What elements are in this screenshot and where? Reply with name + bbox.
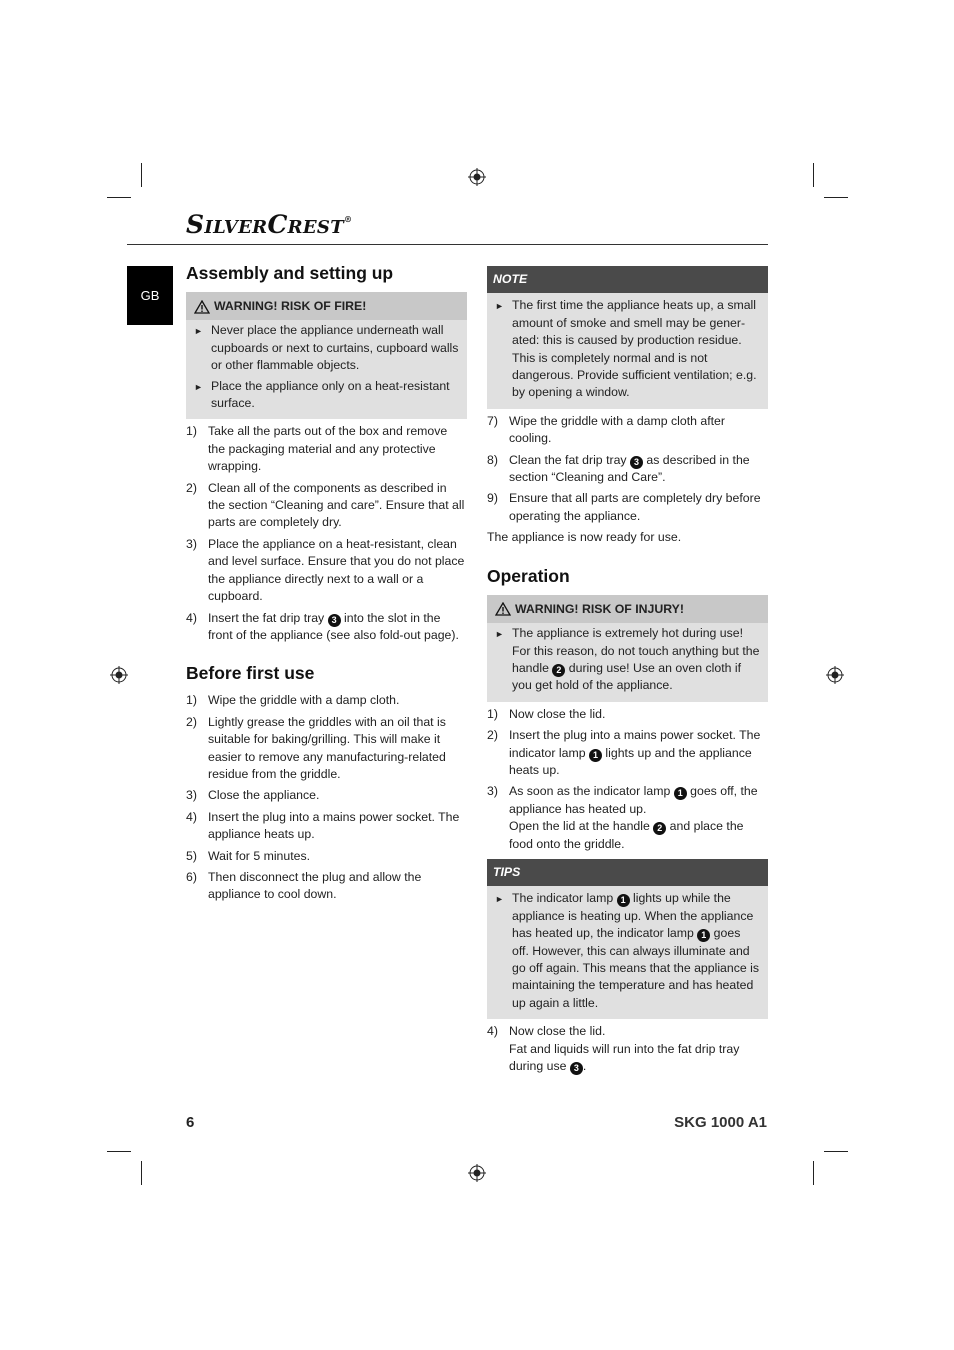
list-item: 2) Clean all of the components as described in the section “Cleaning and care”. Ensure that all parts are completely dry.: [186, 480, 465, 530]
list-item: 7) Wipe the griddle with a damp cloth after cooling.: [487, 413, 725, 446]
crop-mark: [813, 163, 814, 187]
registration-mark-icon: [110, 666, 128, 684]
list-item: 4) Insert the plug into a mains power socket. The appliance heats up.: [186, 809, 460, 842]
silvercrest-logo: SILVERCREST®: [186, 210, 353, 239]
ref-number-badge: 1: [617, 894, 630, 907]
assembly-heading: Assembly and setting up: [186, 263, 394, 283]
crop-mark: [824, 1151, 848, 1152]
crop-mark: [813, 1161, 814, 1185]
warning-item: ► Never place the appliance underneath wall cupboards or next to curtains, cupboard walls or other flammable objects.: [194, 322, 459, 374]
list-item: 1) Wipe the griddle with a damp cloth.: [186, 693, 400, 708]
warning-item: ► The appliance is extremely hot during use! For this reason, do not touch anything but the handle 2 during use! Use an oven cloth if you get hold of the appliance.: [495, 625, 760, 695]
list-item: 4) Now close the lid. Fat and liquids will run into the fat drip tray during use 3 .: [487, 1024, 740, 1074]
list-item: 2) Lightly grease the griddles with an oil that is suitable for baking/grilling. This will make it easier to remove any manufacturing-related residue from the griddle.: [186, 714, 446, 781]
ref-number-badge: 3: [570, 1062, 583, 1075]
continued-steps: [487, 413, 768, 525]
arrow-bullet-icon: ►: [194, 326, 203, 337]
arrow-bullet-icon: ►: [495, 629, 504, 640]
list-item: 6) Then disconnect the plug and allow the appliance to cool down.: [186, 869, 422, 902]
list-item: 1) Take all the parts out of the box and remove the packaging material and any protective wrapping.: [186, 424, 448, 474]
warning-triangle-icon: [194, 300, 210, 314]
note-header: NOTE: [487, 266, 768, 293]
page-number: 6: [186, 1114, 195, 1131]
crop-mark: [107, 197, 131, 198]
tips-header: TIPS: [487, 859, 768, 886]
list-item: 1) Now close the lid.: [487, 706, 606, 721]
tips-box: [487, 859, 768, 1019]
operation-heading: Operation: [487, 565, 570, 586]
header-rule: [127, 244, 768, 245]
list-item: 3) As soon as the indicator lamp 1 goes off, the appliance has heated up. Open the lid at the handle 2 and place the food onto the griddle.: [487, 784, 758, 851]
first-use-heading: Before first use: [186, 663, 315, 684]
list-item: 3) Place the appliance on a heat-resistant, clean and level surface. Ensure that you do not place the appliance directly next to a wall or a cupboard.: [186, 536, 465, 604]
model-number: SKG 1000 A1: [674, 1114, 767, 1131]
language-tab: GB: [127, 266, 173, 325]
right-column: [487, 266, 768, 1079]
ref-number-badge: 1: [674, 787, 687, 800]
list-item: 3) Close the appliance.: [186, 788, 320, 803]
injury-warning-header: WARNING! RISK OF INJURY!: [487, 595, 768, 623]
list-item: 8) Clean the fat drip tray 3 as described in the section “Cleaning and Care”.: [487, 452, 750, 485]
ref-number-badge: 2: [552, 664, 565, 677]
operation-steps: [487, 706, 768, 853]
registration-mark-icon: [468, 168, 486, 186]
ref-number-badge: 3: [328, 614, 341, 627]
registration-mark-icon: [468, 1164, 486, 1182]
ref-number-badge: 1: [589, 749, 602, 762]
fire-warning-box: [186, 292, 467, 419]
injury-warning-box: [487, 595, 768, 702]
ref-number-badge: 3: [630, 456, 643, 469]
registration-mark-icon: [826, 666, 844, 684]
ready-text: The appliance is now ready for use.: [487, 530, 682, 545]
crop-mark: [107, 1151, 131, 1152]
left-column: [186, 262, 467, 908]
ref-number-badge: 2: [653, 822, 666, 835]
arrow-bullet-icon: ►: [495, 894, 504, 905]
note-item: ► The first time the appliance heats up, a small amount of smoke and smell may be generated: this is caused by production residue. This is completely normal and is not dangerous. Provide sufficient ventilation; e.g. by opening a window.: [495, 297, 760, 401]
tips-item: ► The indicator lamp 1 lights up while the appliance is heating up. When the appliance has heated up, the indicator lamp 1 goes off. However, this can always illuminate and go off again. This means that the appliance is maintaining the temperature and has heated up again a little.: [495, 890, 760, 1012]
warning-item: ► Place the appliance only on a heat-resistant surface.: [194, 378, 459, 413]
warning-triangle-icon: [495, 602, 511, 616]
note-box: [487, 266, 768, 409]
list-item: 4) Insert the fat drip tray 3 into the slot in the front of the appliance (see also fold-out page).: [186, 610, 459, 642]
list-item: 9) Ensure that all parts are completely dry before operating the appliance.: [487, 491, 761, 523]
operation-steps-continued: [487, 1023, 768, 1075]
assembly-steps: [186, 423, 467, 644]
ref-number-badge: 1: [697, 929, 710, 942]
arrow-bullet-icon: ►: [194, 381, 203, 392]
list-item: 2) Insert the plug into a mains power socket. The indicator lamp 1 lights up and the appliance heats up.: [487, 728, 761, 777]
list-item: 5) Wait for 5 minutes.: [186, 848, 311, 863]
crop-mark: [141, 1161, 142, 1185]
first-use-steps: [186, 692, 467, 903]
fire-warning-header: WARNING! RISK OF FIRE!: [186, 292, 467, 320]
crop-mark: [824, 197, 848, 198]
crop-mark: [141, 163, 142, 187]
arrow-bullet-icon: ►: [495, 301, 504, 312]
